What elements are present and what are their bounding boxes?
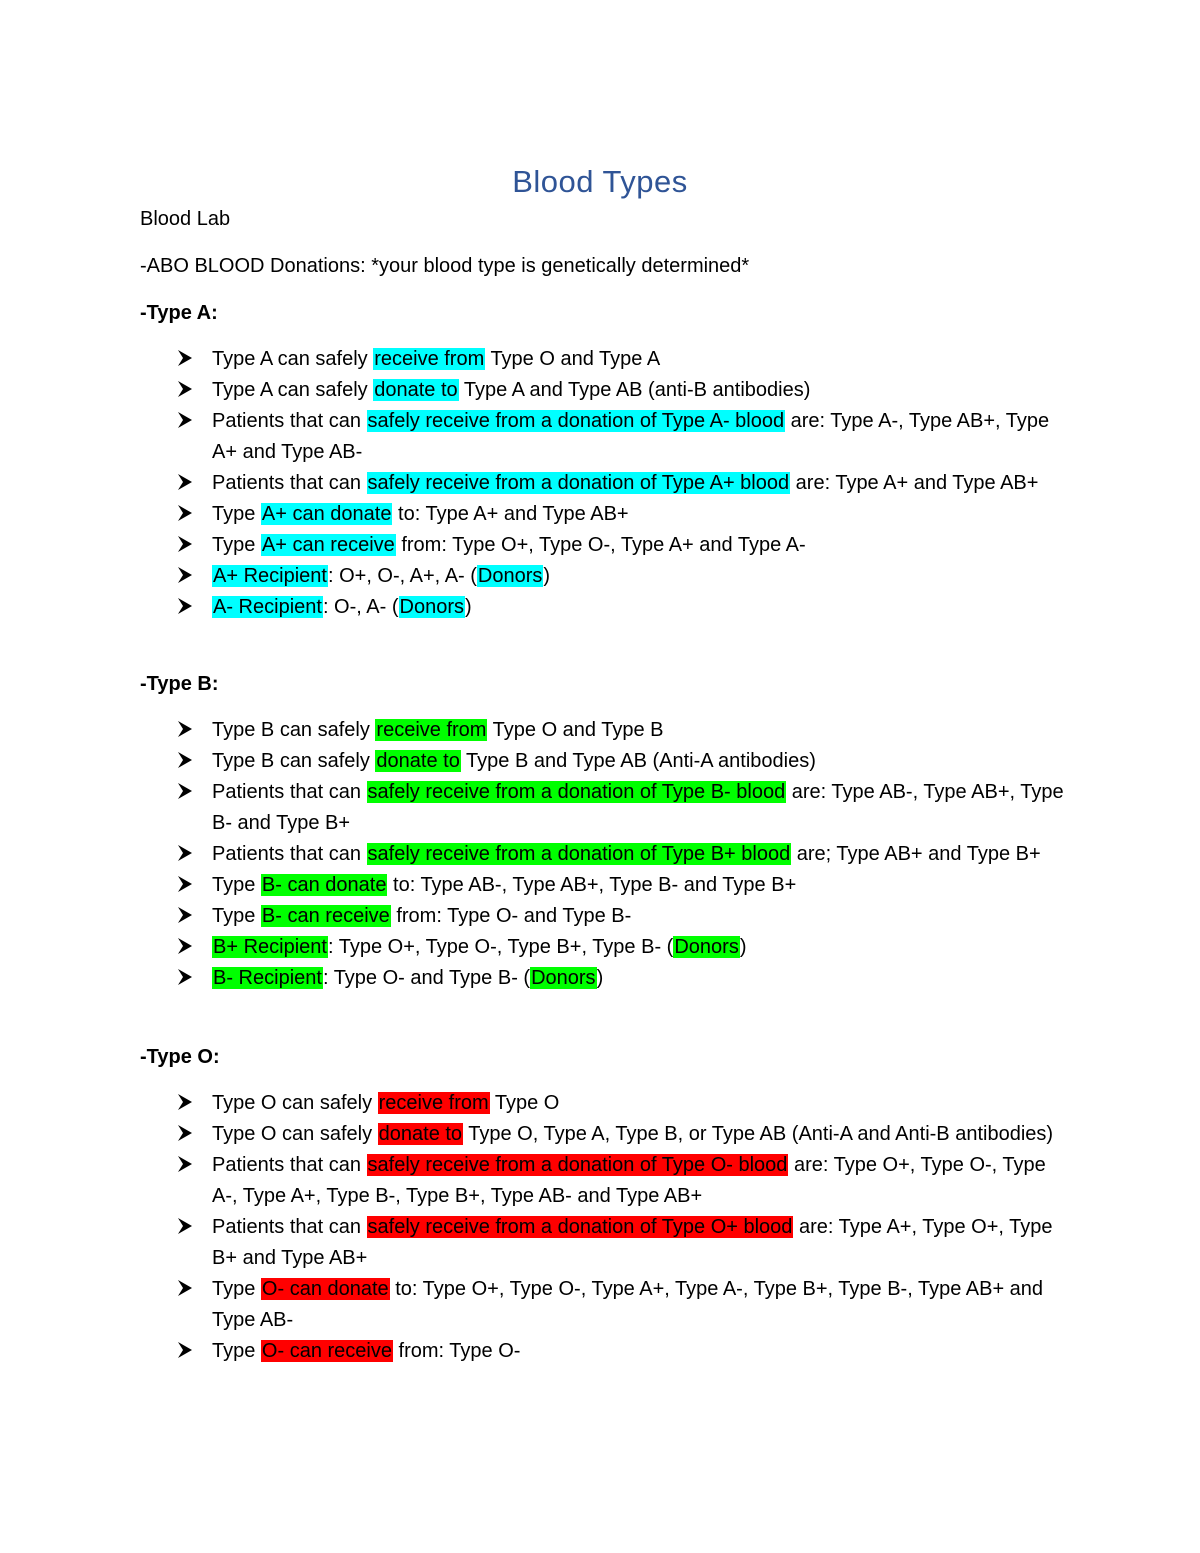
arrow-bullet-icon (176, 499, 194, 530)
list-item (140, 1150, 1065, 1212)
section-heading-type-b: -Type B: (140, 673, 219, 695)
item-text: Type O and Type B (487, 719, 664, 741)
highlighted-text: O- can donate (261, 1278, 389, 1300)
arrow-bullet-icon (176, 1336, 194, 1367)
item-text: Patients that can (212, 1216, 367, 1238)
item-text: : O+, O-, A+, A- ( (327, 565, 477, 587)
item-text: Type (212, 534, 261, 556)
item-text: Type O and Type A (485, 348, 661, 370)
item-text: Type O (489, 1092, 560, 1114)
item-text: to: Type AB-, Type AB+, Type B- and Type B+ (387, 874, 797, 896)
section-heading-type-o: -Type O: (140, 1046, 220, 1068)
highlighted-text: Donors (674, 936, 739, 958)
item-text: Type B can safely (212, 750, 376, 772)
list-item (140, 1336, 1065, 1367)
highlighted-text: Donors (477, 565, 543, 587)
list-item (140, 499, 1065, 530)
highlighted-text: A- Recipient (213, 596, 322, 618)
list-item (140, 870, 1065, 901)
arrow-bullet-icon (176, 530, 194, 561)
arrow-bullet-icon (176, 963, 194, 994)
arrow-bullet-icon (176, 1150, 194, 1181)
highlighted-text: O- can receive (261, 1340, 392, 1362)
list-item (140, 344, 1065, 375)
item-text: are: Type A+ and Type AB+ (790, 472, 1039, 494)
highlighted-text: safely receive from a donation of Type O+ blood (367, 1216, 793, 1238)
highlighted-text: safely receive from a donation of Type A+ blood (367, 472, 790, 494)
item-text: Type A can safely (212, 348, 374, 370)
list-item (140, 530, 1065, 561)
arrow-bullet-icon (176, 1088, 194, 1119)
arrow-bullet-icon (176, 375, 194, 406)
list-item (140, 561, 1065, 592)
arrow-bullet-icon (176, 932, 194, 963)
highlighted-text: Donors (399, 596, 464, 618)
item-text: Type B and Type AB (Anti-A antibodies) (460, 750, 816, 772)
list-item (140, 1119, 1065, 1150)
highlighted-text: donate to (374, 379, 458, 401)
highlighted-text: receive from (378, 1092, 489, 1114)
item-text: ) (464, 596, 472, 618)
item-text: are: Type A-, Type AB+, Type A+ and Type AB- (212, 410, 1050, 463)
item-text: Patients that can (212, 781, 367, 803)
section-heading-type-a: -Type A: (140, 302, 218, 324)
highlighted-text: safely receive from a donation of Type B- blood (367, 781, 786, 803)
highlighted-text: safely receive from a donation of Type O- blood (367, 1154, 788, 1176)
arrow-bullet-icon (176, 777, 194, 808)
highlighted-text: B+ Recipient (213, 936, 327, 958)
item-text: Type O, Type A, Type B, or Type AB (Anti-A and Anti-B antibodies) (463, 1123, 1054, 1145)
item-text: Type (212, 1278, 261, 1300)
item-text: : Type O- and Type B- ( (322, 967, 531, 989)
bullet-list-type-o (140, 1088, 1065, 1367)
arrow-bullet-icon (176, 1274, 194, 1305)
arrow-bullet-icon (176, 406, 194, 437)
arrow-bullet-icon (176, 901, 194, 932)
subtitle: Blood Lab (140, 208, 231, 230)
item-text: to: Type O+, Type O-, Type A+, Type A-, Type B+, Type B-, Type AB+ and Type AB- (212, 1278, 1044, 1331)
arrow-bullet-icon (176, 839, 194, 870)
item-text: Type O can safely (212, 1123, 378, 1145)
item-text: : O-, A- ( (322, 596, 399, 618)
highlighted-text: donate to (376, 750, 460, 772)
highlighted-text: A+ can donate (261, 503, 392, 525)
item-text: Patients that can (212, 1154, 367, 1176)
list-item (140, 1212, 1065, 1274)
item-text: Type (212, 874, 261, 896)
intro-line: -ABO BLOOD Donations: *your blood type is genetically determined* (140, 255, 750, 277)
highlighted-text: safely receive from a donation of Type B+ blood (367, 843, 791, 865)
highlighted-text: donate to (378, 1123, 463, 1145)
item-text: are: Type AB-, Type AB+, Type B- and Type B+ (212, 781, 1064, 834)
list-item (140, 777, 1065, 839)
highlighted-text: A+ can receive (261, 534, 395, 556)
item-text: Patients that can (212, 472, 367, 494)
arrow-bullet-icon (176, 561, 194, 592)
highlighted-text: safely receive from a donation of Type A- blood (367, 410, 785, 432)
item-text: ) (739, 936, 747, 958)
list-item (140, 901, 1065, 932)
list-item (140, 1088, 1065, 1119)
item-text: from: Type O- and Type B- (390, 905, 632, 927)
item-text: Type (212, 503, 261, 525)
item-text: Type (212, 905, 261, 927)
list-item (140, 468, 1065, 499)
item-text: : Type O+, Type O-, Type B+, Type B- ( (327, 936, 674, 958)
list-item (140, 406, 1065, 468)
highlighted-text: A+ Recipient (213, 565, 327, 587)
item-text: Type A can safely (212, 379, 374, 401)
arrow-bullet-icon (176, 746, 194, 777)
arrow-bullet-icon (176, 1212, 194, 1243)
highlighted-text: B- can donate (261, 874, 387, 896)
arrow-bullet-icon (176, 715, 194, 746)
list-item (140, 592, 1065, 623)
item-text: to: Type A+ and Type AB+ (392, 503, 629, 525)
item-text: are; Type AB+ and Type B+ (791, 843, 1041, 865)
item-text: Type A and Type AB (anti-B antibodies) (458, 379, 811, 401)
list-item (140, 932, 1065, 963)
item-text: Type (212, 1340, 261, 1362)
document-title: Blood Types (512, 164, 688, 199)
list-item (140, 839, 1065, 870)
item-text: Patients that can (212, 843, 367, 865)
highlighted-text: B- can receive (261, 905, 390, 927)
bullet-list-type-b (140, 715, 1065, 994)
item-text: are: Type O+, Type O-, Type A-, Type A+, Type B-, Type B+, Type AB- and Type AB+ (212, 1154, 1046, 1207)
arrow-bullet-icon (176, 1119, 194, 1150)
highlighted-text: receive from (374, 348, 485, 370)
item-text: Patients that can (212, 410, 367, 432)
arrow-bullet-icon (176, 592, 194, 623)
bullet-list-type-a (140, 344, 1065, 623)
item-text: Type B can safely (212, 719, 376, 741)
list-item (140, 375, 1065, 406)
item-text: are: Type A+, Type O+, Type B+ and Type AB+ (212, 1216, 1053, 1269)
list-item (140, 963, 1065, 994)
highlighted-text: B- Recipient (213, 967, 322, 989)
item-text: ) (543, 565, 551, 587)
list-item (140, 746, 1065, 777)
item-text: from: Type O+, Type O-, Type A+ and Type A- (395, 534, 806, 556)
item-text: ) (596, 967, 604, 989)
highlighted-text: Donors (531, 967, 596, 989)
arrow-bullet-icon (176, 870, 194, 901)
list-item (140, 715, 1065, 746)
highlighted-text: receive from (376, 719, 487, 741)
list-item (140, 1274, 1065, 1336)
arrow-bullet-icon (176, 344, 194, 375)
item-text: Type O can safely (212, 1092, 378, 1114)
item-text: from: Type O- (392, 1340, 521, 1362)
arrow-bullet-icon (176, 468, 194, 499)
